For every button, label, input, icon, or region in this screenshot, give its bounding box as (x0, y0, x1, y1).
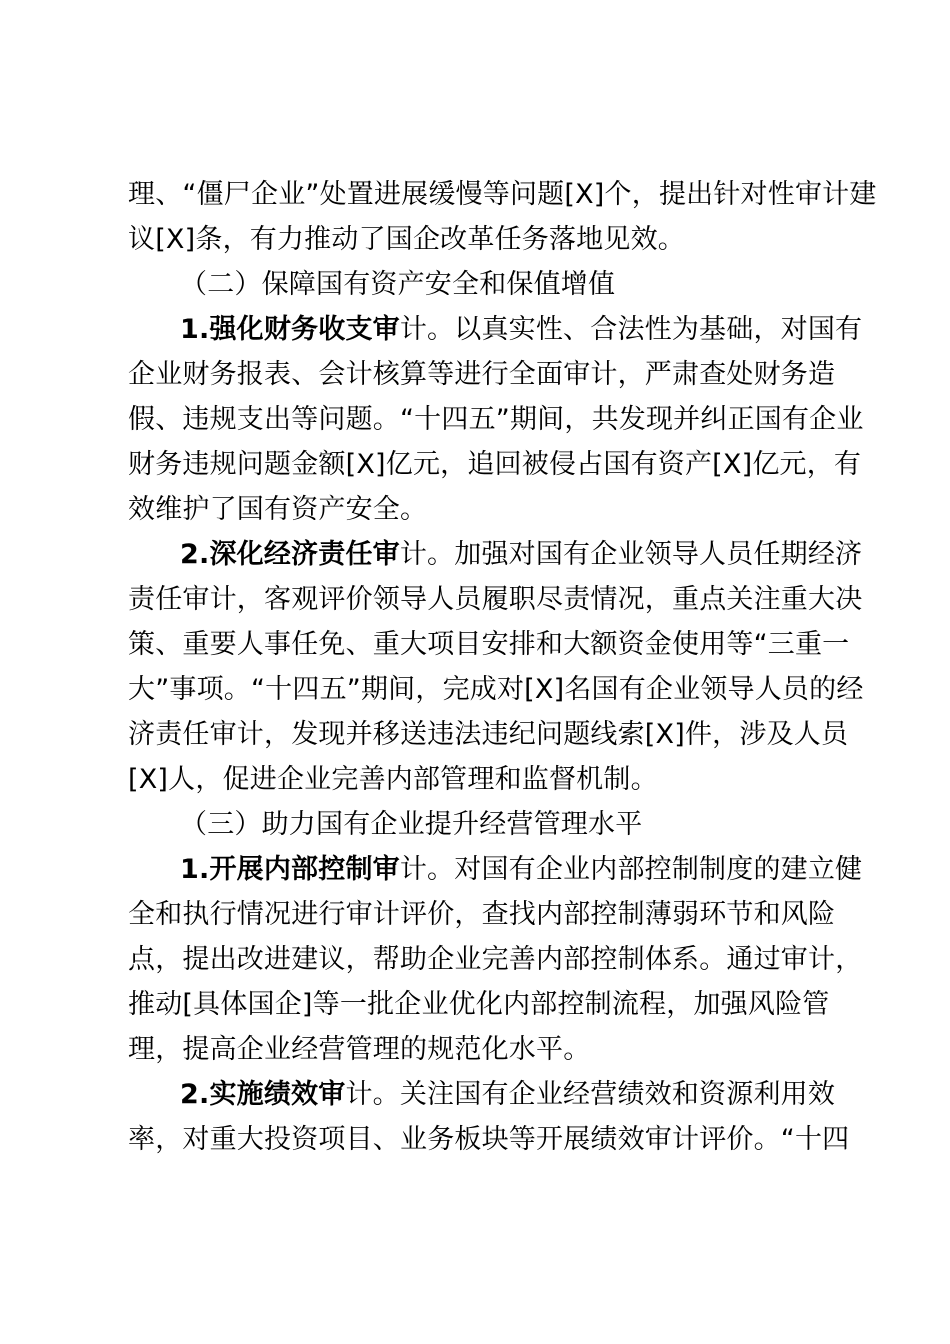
paragraph-line (128, 493, 427, 527)
paragraph-line (128, 763, 658, 797)
subsection-title: 2.深化经济责任审 (180, 539, 400, 570)
line-text: 策、重要人事任免、重大项目安排和大额资金使用等“三重一 (128, 629, 850, 660)
line-text: 假、违规支出等问题。“十四五”期间，共发现并纠正国有企业 (128, 404, 864, 435)
line-text: 计。对国有企业内部控制制度的建立健 (399, 854, 863, 885)
paragraph-line (128, 1123, 849, 1157)
line-text: 理，提高企业经营管理的规范化水平。 (128, 1034, 591, 1065)
line-text: 点，提出改进建议，帮助企业完善内部控制体系。通过审计， (128, 944, 863, 975)
line-text: 率，对重大投资项目、业务板块等开展绩效审计评价。“十四 (128, 1124, 850, 1155)
subsection-line (180, 1078, 835, 1112)
line-text: 全和执行情况进行审计评价，查找内部控制薄弱环节和风险 (128, 899, 836, 930)
line-text: 计。加强对国有企业领导人员任期经济 (399, 539, 863, 570)
paragraph-line (128, 718, 848, 752)
subsection-title: 1.强化财务收支审 (180, 314, 400, 345)
subsection-line (180, 853, 862, 887)
line-text: 计。关注国有企业经营绩效和资源利用效 (345, 1079, 836, 1110)
line-text: 责任审计，客观评价领导人员履职尽责情况，重点关注重大决 (128, 584, 863, 615)
subsection-line (180, 313, 862, 347)
line-text: 议[X]条，有力推动了国企改革任务落地见效。 (128, 224, 685, 255)
paragraph-line (128, 358, 835, 392)
section-heading (180, 268, 615, 302)
paragraph-line (128, 178, 877, 212)
line-text: 企业财务报表、会计核算等进行全面审计，严肃查处财务造 (128, 359, 836, 390)
section-heading-text: （二）保障国有资产安全和保值增值 (180, 269, 616, 300)
paragraph-line (128, 583, 862, 617)
paragraph-line (128, 1033, 590, 1067)
paragraph-line (128, 673, 864, 707)
subsection-line (180, 538, 862, 572)
line-text: [X]人，促进企业完善内部管理和监督机制。 (128, 764, 658, 795)
line-text: 理、“僵尸企业”处置进展缓慢等问题[X]个，提出针对性审计建 (128, 179, 877, 210)
subsection-title: 1.开展内部控制审 (180, 854, 400, 885)
line-text: 大”事项。“十四五”期间，完成对[X]名国有企业领导人员的经 (128, 674, 864, 705)
line-text: 济责任审计，发现并移送违法违纪问题线索[X]件，涉及人员 (128, 719, 849, 750)
paragraph-line (128, 403, 864, 437)
section-heading-text: （三）助力国有企业提升经营管理水平 (180, 809, 643, 840)
paragraph-line (128, 628, 849, 662)
line-text: 推动[具体国企]等一批企业优化内部控制流程，加强风险管 (128, 989, 830, 1020)
line-text: 财务违规问题金额[X]亿元，追回被侵占国有资产[X]亿元，有 (128, 449, 862, 480)
subsection-title: 2.实施绩效审 (180, 1079, 346, 1110)
paragraph-line (128, 223, 685, 257)
paragraph-line (128, 898, 835, 932)
paragraph-line (128, 943, 862, 977)
line-text: 计。以真实性、合法性为基础，对国有 (399, 314, 863, 345)
section-heading (180, 808, 642, 842)
line-text: 效维护了国有资产安全。 (128, 494, 428, 525)
paragraph-line (128, 448, 861, 482)
paragraph-line (128, 988, 829, 1022)
